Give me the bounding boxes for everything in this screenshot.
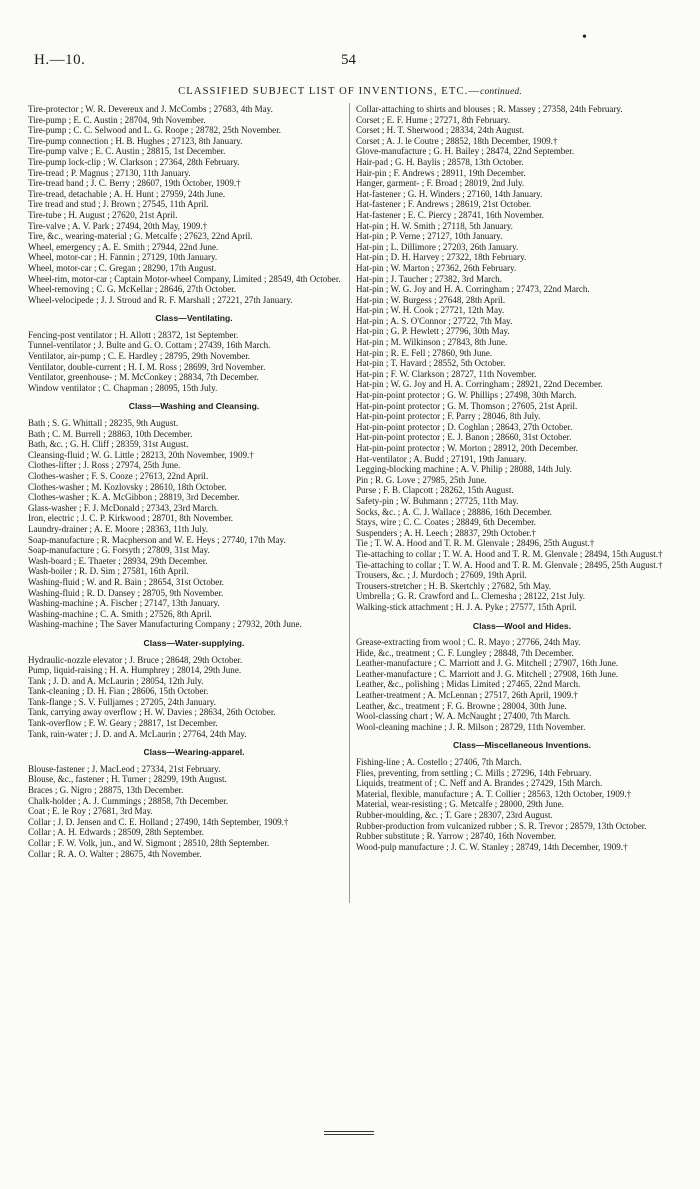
section-heading: Class—Wool and Hides.	[472, 620, 572, 631]
left-column	[28, 104, 360, 859]
list-entry: Tie-attaching to collar ; T. W. A. Hood and T. R. M. Glenvale ; 28494, 15th August.†	[356, 548, 663, 559]
list-entry: Tie-attaching to collar ; T. W. A. Hood and T. R. M. Glenvale ; 28495, 25th August.†	[356, 559, 663, 570]
list-entry: Washing-machine ; The Saver Manufacturing Company ; 27932, 20th June.	[28, 619, 302, 630]
list-entry: Leather-manufacture ; C. Marriott and J. G. Mitchell ; 27908, 16th June.	[356, 668, 619, 679]
list-entry: Hat-pin ; T. Havard ; 28552, 5th October.	[356, 358, 506, 369]
list-entry: Pump, liquid-raising ; H. A. Humphrey ; 28014, 29th June.	[28, 665, 242, 676]
list-entry: Hat-pin-point protector ; F. Parry ; 28046, 8th July.	[356, 411, 541, 422]
list-entry: Material, wear-resisting ; G. Metcalfe ; 28000, 29th June.	[356, 799, 564, 810]
right-column	[356, 104, 688, 852]
list-entry: Hanger, garment- ; F. Broad ; 28019, 2nd July.	[356, 178, 525, 189]
list-entry: Leather-treatment ; A. McLennan ; 27517, 26th April, 1909.†	[356, 690, 578, 701]
list-entry: Tire-tube ; H. August ; 27620, 21st April.	[28, 209, 178, 220]
report-reference: H.—10.	[34, 52, 86, 68]
list-entry: Wash-board ; E. Thaeter ; 28934, 29th December.	[28, 555, 208, 566]
list-entry: Hat-pin ; D. H. Harvey ; 27322, 18th February.	[356, 252, 527, 263]
list-entry: Clothes-washer ; F. S. Cooze ; 27613, 22nd April.	[28, 471, 209, 481]
list-entry: Tire-pump connection ; H. B. Hughes ; 27123, 8th January.	[28, 135, 243, 146]
list-entry: Grease-extracting from wool ; C. R. Mayo ; 27766, 24th May.	[356, 637, 581, 648]
list-entry: Tire-pump ; C. C. Selwood and L. G. Roope ; 28782, 25th November.	[28, 125, 281, 136]
list-entry: Hat-pin ; P. Verne ; 27127, 10th January.	[356, 231, 503, 242]
list-entry: Chalk-holder ; A. J. Cummings ; 28858, 7th December.	[28, 795, 229, 806]
list-entry: Hat-pin ; W. G. Joy and H. A. Corringham ; 28921, 22nd December.	[356, 379, 603, 390]
list-entry: Wheel-velocipede ; J. J. Stroud and R. F. Marshall ; 27221, 27th January.	[28, 294, 293, 305]
list-entry: Socks, &c. ; A. C. J. Wallace ; 28886, 16th December.	[356, 506, 552, 517]
list-entry: Hat-pin ; H. W. Smith ; 27118, 5th January.	[356, 220, 513, 231]
list-entry: Hat-pin ; W. H. Cook ; 27721, 12th May.	[356, 305, 505, 316]
section-heading: Class—Water-supplying.	[143, 637, 245, 648]
list-entry: Rubber-moulding, &c. ; T. Gare ; 28307, 23rd August.	[356, 810, 553, 820]
list-entry: Pin ; R. G. Love ; 27985, 25th June.	[356, 474, 487, 485]
list-entry: Rubber-production from vulcanized rubber ; S. R. Trevor ; 28579, 13th October.	[356, 820, 647, 831]
list-entry: Wheel-rim, motor-car ; Captain Motor-wheel Company, Limited ; 28549, 4th October.	[28, 273, 341, 284]
footer-rule-double	[324, 1134, 374, 1135]
section-heading: Class—Washing and Cleansing.	[128, 401, 260, 412]
list-entry: Tire, &c., wearing-material ; G. Metcalfe ; 27623, 22nd April.	[28, 231, 253, 242]
list-entry: Tunnel-ventilator ; J. Bulte and G. O. Cottam ; 27439, 16th March.	[28, 340, 271, 351]
list-entry: Bath, &c. ; G. H. Cliff ; 28359, 31st August.	[28, 439, 189, 450]
list-entry: Tank, rain-water ; J. D. and A. McLaurin ; 27764, 24th May.	[28, 728, 247, 739]
page-mark: •	[582, 30, 587, 45]
list-entry: Leather-manufacture ; C. Marriott and J. G. Mitchell ; 27907, 16th June.	[356, 658, 619, 669]
list-entry: Corset ; H. T. Sherwood ; 28334, 24th August.	[356, 125, 525, 136]
list-entry: Hat-fastener ; G. H. Winders ; 27160, 14th January.	[356, 188, 543, 199]
list-entry: Tank, carrying away overflow ; H. W. Davies ; 28634, 26th October.	[28, 707, 276, 718]
list-entry: Washing-machine ; C. A. Smith ; 27526, 8th April.	[28, 608, 212, 619]
list-entry: Tank-flange ; S. V. Fulljames ; 27205, 24th January.	[28, 696, 216, 707]
list-entry: Clothes-washer ; K. A. McGibbon ; 28819, 3rd December.	[28, 492, 240, 503]
page-title	[0, 86, 700, 97]
list-entry: Tire-pump ; E. C. Austin ; 28704, 9th November.	[28, 114, 206, 125]
list-entry: Tie ; T. W. A. Hood and T. R. M. Glenvale ; 28496, 25th August.†	[356, 538, 595, 549]
list-entry: Material, flexible, manufacture ; A. T. Collier ; 28563, 12th October, 1909.†	[356, 788, 632, 799]
list-entry: Wheel, motor-car ; H. Fannin ; 27129, 10th January.	[28, 252, 218, 263]
list-entry: Blouse-fastener ; J. MacLeod ; 27334, 21st February.	[28, 763, 221, 774]
continued-label: continued.	[480, 87, 522, 97]
list-entry: Ventilator, double-current ; H. I. M. Ross ; 28699, 3rd November.	[28, 361, 266, 372]
list-entry: Tank-cleaning ; D. H. Fian ; 28606, 15th October.	[28, 686, 209, 697]
list-entry: Leather, &c., treatment ; F. G. Browne ; 28004, 30th June.	[356, 700, 567, 711]
section-heading: Class—Wearing-apparel.	[143, 747, 245, 758]
list-entry: Safety-pin ; W. Buhmann ; 27725, 11th May.	[356, 495, 519, 506]
list-entry: Flies, preventing, from settling ; C. Mills ; 27296, 14th February.	[356, 767, 592, 778]
list-entry: Hat-pin-point protector ; G. W. Phillips ; 27498, 30th March.	[356, 390, 577, 401]
list-entry: Window ventilator ; C. Chapman ; 28095, 15th July.	[28, 382, 218, 393]
list-entry: Hat-pin-point protector ; D. Coghlan ; 28643, 27th October.	[356, 421, 573, 432]
list-entry: Trousers-stretcher ; H. B. Skertchly ; 27682, 5th May.	[356, 580, 552, 591]
list-entry: Collar ; A. H. Edwards ; 28509, 28th September.	[28, 827, 204, 838]
list-entry: Trousers, &c. ; J. Murdoch ; 27609, 19th April.	[356, 570, 527, 581]
list-entry: Collar ; R. A. O. Walter ; 28675, 4th November.	[28, 848, 202, 859]
list-entry: Wool-classing chart ; W. A. McNaught ; 27400, 7th March.	[356, 711, 571, 722]
list-entry: Hat-pin ; L. Dillimore ; 27203, 26th January.	[356, 241, 519, 252]
list-entry: Hydraulic-nozzle elevator ; J. Bruce ; 28648, 29th October.	[28, 654, 243, 665]
list-entry: Blouse, &c., fastener ; H. Turner ; 28299, 19th August.	[28, 774, 227, 785]
list-entry: Laundry-drainer ; A. E. Moore ; 28363, 11th July.	[28, 523, 208, 534]
list-entry: Hat-pin ; G. P. Hewlett ; 27796, 30th May.	[356, 326, 510, 337]
list-entry: Washing-fluid ; W. and R. Bain ; 28654, 31st October.	[28, 576, 225, 587]
list-entry: Coat ; E. le Roy ; 27681, 3rd May.	[28, 806, 153, 817]
list-entry: Hat-pin ; W. Burgess ; 27648, 28th April.	[356, 294, 506, 305]
list-entry: Wheel, emergency ; A. E. Smith ; 27944, 22nd June.	[28, 241, 219, 252]
list-entry: Ventilator, air-pump ; C. E. Hardley ; 28795, 29th November.	[28, 351, 251, 362]
list-entry: Walking-stick attachment ; H. J. A. Pyke ; 27577, 15th April.	[356, 601, 577, 612]
list-entry: Liquids, treatment of ; C. Neff and A. Brandes ; 27429, 15th March.	[356, 778, 603, 789]
list-entry: Fencing-post ventilator ; H. Allott ; 28372, 1st September.	[28, 329, 239, 340]
list-entry: Hat-pin ; F. W. Clarkson ; 28727, 11th November.	[356, 368, 537, 379]
list-entry: Tank ; J. D. and A. McLaurin ; 28054, 12th July.	[28, 675, 204, 686]
list-entry: Suspenders ; A. H. Leech ; 28837, 29th October.†	[356, 527, 536, 538]
list-entry: Hat-fastener ; F. Andrews ; 28619, 21st October.	[356, 199, 532, 210]
list-entry: Iron, electric ; J. C. P. Kirkwood ; 28701, 8th November.	[28, 513, 234, 524]
list-entry: Hat-pin-point protector ; G. M. Thomson ; 27605, 21st April.	[356, 400, 578, 411]
list-entry: Hat-pin ; W. Marton ; 27362, 26th February.	[356, 262, 517, 273]
list-entry: Collar-attaching to shirts and blouses ; R. Massey ; 27358, 24th February.	[356, 104, 623, 114]
list-entry: Braces ; G. Nigro ; 28875, 13th December.	[28, 785, 184, 796]
list-entry: Wool-cleaning machine ; J. R. Milson ; 28729, 11th November.	[356, 721, 586, 732]
list-entry: Corset ; E. F. Hume ; 27271, 8th February.	[356, 114, 510, 125]
list-entry: Leather, &c., polishing ; Midas Limited ; 27465, 22nd March.	[356, 679, 581, 690]
list-entry: Hat-pin ; R. E. Fell ; 27860, 9th June.	[356, 347, 493, 358]
list-entry: Clothes-washer ; M. Kozlovsky ; 28610, 18th October.	[28, 481, 227, 492]
list-entry: Soap-manufacture ; R. Macpherson and W. E. Heys ; 27740, 17th May.	[28, 534, 286, 545]
list-entry: Hat-pin-point protector ; W. Morton ; 28912, 20th December.	[356, 443, 578, 453]
list-entry: Tank-overflow ; F. W. Geary ; 28817, 1st December.	[28, 718, 218, 729]
list-entry: Washing-fluid ; R. D. Dansey ; 28705, 9th November.	[28, 587, 224, 598]
column-divider	[349, 103, 350, 903]
list-entry: Wood-pulp manufacture ; J. C. W. Stanley ; 28749, 14th December, 1909.†	[356, 841, 628, 852]
list-entry: Collar ; F. W. Volk, jun., and W. Sigmont ; 28510, 28th September.	[28, 838, 270, 848]
list-entry: Ventilator, greenhouse- ; M. McConkey ; 28834, 7th December.	[28, 372, 259, 383]
list-entry: Hair-pad ; G. H. Baylis ; 28578, 13th October.	[356, 156, 524, 167]
list-entry: Hat-pin ; M. Wilkinson ; 27843, 8th June.	[356, 337, 508, 348]
list-entry: Glass-washer ; F. J. McDonald ; 27343, 23rd March.	[28, 502, 219, 513]
list-entry: Washing-machine ; A. Fischer ; 27147, 13th January.	[28, 598, 220, 609]
footer-rule	[324, 1131, 374, 1132]
list-entry: Tire-tread band ; J. C. Berry ; 28607, 19th October, 1909.†	[28, 178, 241, 189]
list-entry: Fishing-line ; A. Costello ; 27406, 7th March.	[356, 757, 522, 768]
list-entry: Hat-fastener ; E. C. Piercy ; 28741, 16th November.	[356, 209, 544, 220]
list-entry: Glove-manufacture ; G. H. Bailey ; 28474, 22nd September.	[356, 146, 575, 157]
list-entry: Tire-protector ; W. R. Devereux and J. McCombs ; 27683, 4th May.	[28, 104, 273, 114]
list-entry: Cleansing-fluid ; W. G. Little ; 28213, 20th November, 1909.†	[28, 449, 254, 460]
page-title-text: CLASSIFIED SUBJECT LIST OF INVENTIONS, ETC.—	[178, 86, 481, 97]
list-entry: Hide, &c., treatment ; C. F. Lungley ; 28848, 7th December.	[356, 647, 574, 658]
list-entry: Wheel, motor-car ; C. Gregan ; 28290, 17th August.	[28, 262, 217, 273]
list-entry: Stays, wire ; C. C. Coates ; 28849, 6th December.	[356, 517, 536, 528]
list-entry: Wheel-removing ; C. G. McKellar ; 28646, 27th October.	[28, 284, 237, 295]
list-entry: Tire-pump lock-clip ; W. Clarkson ; 27364, 28th February.	[28, 156, 240, 167]
page-number: 54	[341, 52, 356, 68]
list-entry: Hat-pin ; J. Taucher ; 27382, 3rd March.	[356, 273, 502, 284]
list-entry: Umbrella ; G. R. Crawford and L. Clemesha ; 28122, 21st July.	[356, 591, 586, 602]
list-entry: Hat-pin-point protector ; E. J. Banon ; 28660, 31st October.	[356, 432, 572, 443]
list-entry: Tire-tread, detachable ; A. H. Hunt ; 27959, 24th June.	[28, 188, 226, 199]
list-entry: Tire-pump valve ; E. C. Austin ; 28815, 1st December.	[28, 146, 226, 157]
list-entry: Corset ; A. J. le Coutre ; 28852, 18th December, 1909.†	[356, 135, 558, 146]
section-heading: Class—Miscellaneous Inventions.	[452, 740, 592, 751]
list-entry: Purse ; F. B. Clapcott ; 28262, 15th August.	[356, 485, 514, 496]
list-entry: Wash-boiler ; R. D. Sim ; 27581, 16th April.	[28, 566, 189, 577]
list-entry: Legging-blocking machine ; A. V. Philip ; 28088, 14th July.	[356, 464, 572, 475]
list-entry: Hat-pin ; A. S. O'Connor ; 27722, 7th May.	[356, 315, 513, 326]
list-entry: Hat-pin ; W. G. Joy and H. A. Corringham ; 27473, 22nd March.	[356, 284, 590, 295]
list-entry: Collar ; J. D. Jensen and C. E. Holland ; 27490, 14th September, 1909.†	[28, 816, 289, 827]
list-entry: Soap-manufacture ; G. Forsyth ; 27809, 31st May.	[28, 545, 210, 556]
list-entry: Rubber substitute ; R. Yarrow ; 28740, 16th November.	[356, 831, 557, 842]
list-entry: Tire tread and stud ; J. Brown ; 27545, 11th April.	[28, 199, 209, 210]
list-entry: Tire-valve ; A. V. Park ; 27494, 20th May, 1909.†	[28, 220, 208, 231]
list-entry: Bath ; C. M. Burrell ; 28863, 10th December.	[28, 428, 193, 439]
list-entry: Hair-pin ; F. Andrews ; 28911, 19th December.	[356, 167, 526, 178]
list-entry: Tire-tread ; P. Magnus ; 27130, 11th January.	[28, 167, 191, 178]
section-heading: Class—Ventilating.	[155, 313, 233, 324]
list-entry: Clothes-lifter ; J. Ross ; 27974, 25th June.	[28, 460, 181, 471]
list-entry: Bath ; S. G. Whittall ; 28235, 9th August.	[28, 418, 179, 429]
list-entry: Hat-ventilator ; A. Budd ; 27191, 19th January.	[356, 453, 527, 464]
